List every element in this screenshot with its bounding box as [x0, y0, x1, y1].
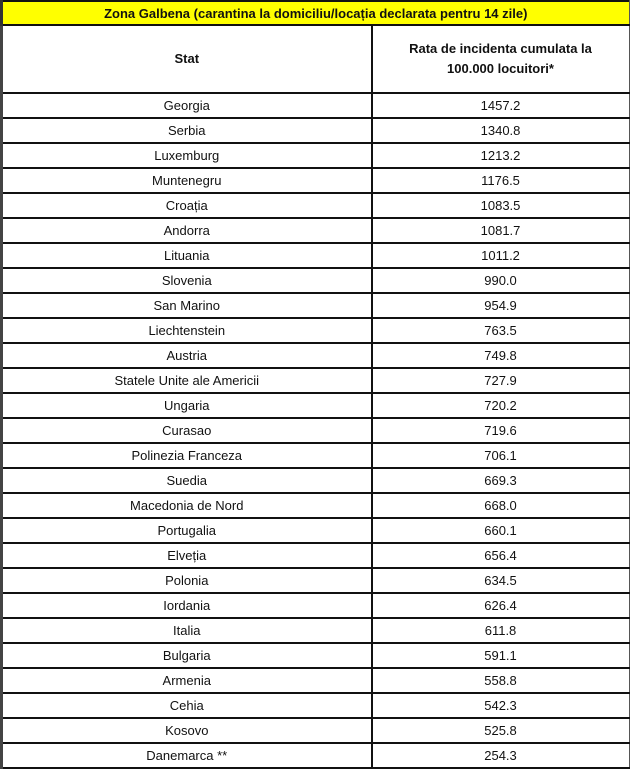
rate-cell: 1011.2 [372, 243, 630, 268]
state-cell: Slovenia [2, 268, 372, 293]
table-row [2, 693, 630, 718]
state-cell: Polinezia Franceza [2, 443, 372, 468]
table-row [2, 468, 630, 493]
state-cell: Portugalia [2, 518, 372, 543]
column-header-row [2, 25, 630, 93]
table-row [2, 593, 630, 618]
table-row [2, 193, 630, 218]
state-cell: Elveția [2, 543, 372, 568]
rate-cell: 1457.2 [372, 93, 630, 118]
table-row [2, 668, 630, 693]
table-row [2, 643, 630, 668]
rate-cell: 558.8 [372, 668, 630, 693]
rate-cell: 525.8 [372, 718, 630, 743]
table-row [2, 618, 630, 643]
rate-cell: 727.9 [372, 368, 630, 393]
table-row [2, 518, 630, 543]
rate-cell: 763.5 [372, 318, 630, 343]
table-row [2, 568, 630, 593]
state-cell: Cehia [2, 693, 372, 718]
state-cell: Georgia [2, 93, 372, 118]
rate-cell: 719.6 [372, 418, 630, 443]
rate-cell: 542.3 [372, 693, 630, 718]
state-cell: Statele Unite ale Americii [2, 368, 372, 393]
table-row [2, 243, 630, 268]
rate-cell: 668.0 [372, 493, 630, 518]
table-row [2, 268, 630, 293]
rate-cell: 1083.5 [372, 193, 630, 218]
table-row [2, 543, 630, 568]
table-row [2, 218, 630, 243]
table-row [2, 718, 630, 743]
column-header-rate [372, 25, 630, 93]
rate-cell: 749.8 [372, 343, 630, 368]
table-row [2, 93, 630, 118]
table-row [2, 743, 630, 768]
table-row [2, 368, 630, 393]
state-cell: Andorra [2, 218, 372, 243]
state-cell: Italia [2, 618, 372, 643]
table-body [2, 93, 630, 768]
rate-cell: 1176.5 [372, 168, 630, 193]
state-cell: Macedonia de Nord [2, 493, 372, 518]
rate-cell: 591.1 [372, 643, 630, 668]
rate-cell: 720.2 [372, 393, 630, 418]
state-cell: Curasao [2, 418, 372, 443]
state-cell: Liechtenstein [2, 318, 372, 343]
rate-cell: 634.5 [372, 568, 630, 593]
rate-cell: 254.3 [372, 743, 630, 768]
rate-cell: 1340.8 [372, 118, 630, 143]
state-cell: Ungaria [2, 393, 372, 418]
rate-cell: 660.1 [372, 518, 630, 543]
column-header-state: Stat [2, 25, 372, 93]
rate-cell: 656.4 [372, 543, 630, 568]
state-cell: Suedia [2, 468, 372, 493]
state-cell: Austria [2, 343, 372, 368]
table-row [2, 143, 630, 168]
table-row [2, 318, 630, 343]
table-row [2, 168, 630, 193]
rate-cell: 1213.2 [372, 143, 630, 168]
state-cell: Armenia [2, 668, 372, 693]
state-cell: Danemarca ** [2, 743, 372, 768]
state-cell: Croația [2, 193, 372, 218]
rate-cell: 611.8 [372, 618, 630, 643]
rate-cell: 954.9 [372, 293, 630, 318]
table-row [2, 293, 630, 318]
state-cell: Iordania [2, 593, 372, 618]
table-row [2, 343, 630, 368]
state-cell: San Marino [2, 293, 372, 318]
rate-cell: 1081.7 [372, 218, 630, 243]
table-row [2, 418, 630, 443]
rate-cell: 990.0 [372, 268, 630, 293]
table-row [2, 118, 630, 143]
table-title-row [2, 1, 630, 25]
state-cell: Luxemburg [2, 143, 372, 168]
state-cell: Serbia [2, 118, 372, 143]
rate-cell: 669.3 [372, 468, 630, 493]
state-cell: Muntenegru [2, 168, 372, 193]
table-row [2, 493, 630, 518]
table-row [2, 393, 630, 418]
rate-cell: 626.4 [372, 593, 630, 618]
state-cell: Kosovo [2, 718, 372, 743]
state-cell: Polonia [2, 568, 372, 593]
column-header-rate-label: Rata de incidenta cumulata la 100.000 locuitori* [409, 41, 592, 76]
table-row [2, 443, 630, 468]
rate-cell: 706.1 [372, 443, 630, 468]
state-cell: Lituania [2, 243, 372, 268]
state-cell: Bulgaria [2, 643, 372, 668]
table-title: Zona Galbena (carantina la domiciliu/locația declarata pentru 14 zile) [2, 1, 630, 25]
